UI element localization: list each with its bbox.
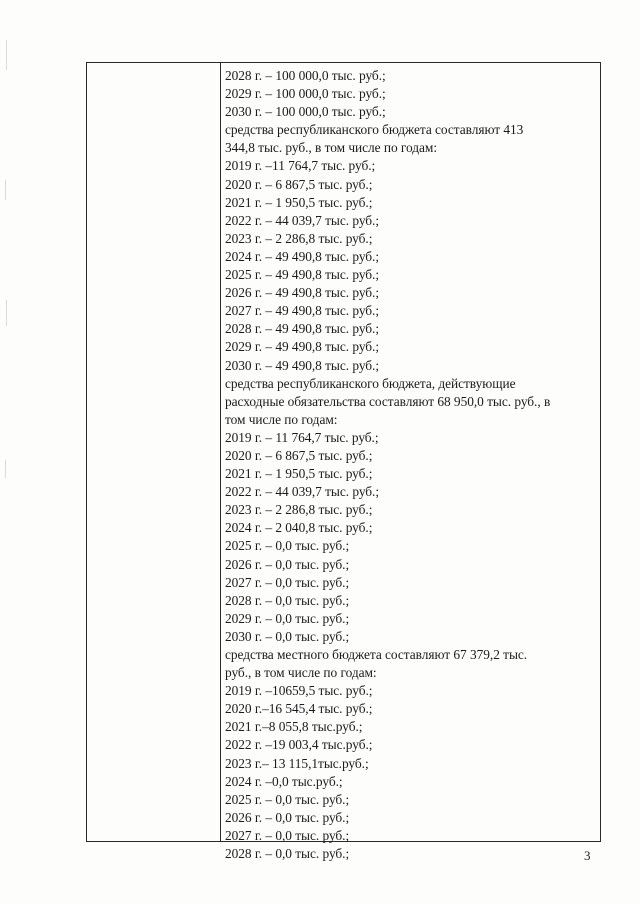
text-line: расходные обязательства составляют 68 950,0 тыс. руб., в (225, 393, 551, 409)
text-line: 2030 г. – 0,0 тыс. руб.; (225, 628, 350, 644)
scan-artifact (6, 40, 7, 70)
text-line: 2019 г. – 11 764,7 тыс. руб.; (225, 429, 379, 445)
text-line: 2028 г. – 49 490,8 тыс. руб.; (225, 321, 380, 337)
text-line: 2028 г. – 0,0 тыс. руб.; (225, 846, 350, 862)
text-line: 2022 г. –19 003,4 тыс.руб.; (225, 737, 373, 753)
text-line: 2029 г. – 49 490,8 тыс. руб.; (225, 339, 380, 355)
text-line: средства республиканского бюджета, действующие (225, 375, 516, 391)
text-line: 2021 г. – 1 950,5 тыс. руб.; (225, 194, 373, 210)
text-line: 2020 г. – 6 867,5 тыс. руб.; (225, 447, 373, 463)
text-line: 2020 г. – 6 867,5 тыс. руб.; (225, 176, 373, 192)
text-line: 2024 г. –0,0 тыс.руб.; (225, 773, 343, 789)
table-column-divider (220, 63, 221, 841)
text-line: 2024 г. – 49 490,8 тыс. руб.; (225, 248, 380, 264)
text-line: 2026 г. – 0,0 тыс. руб.; (225, 556, 350, 572)
text-line: 2028 г. – 0,0 тыс. руб.; (225, 592, 350, 608)
scan-artifact (5, 180, 6, 200)
text-line: 2023 г.– 13 115,1тыс.руб.; (225, 755, 369, 771)
page-number: 3 (584, 848, 591, 863)
text-line: 2022 г. – 44 039,7 тыс. руб.; (225, 212, 380, 228)
budget-table (86, 62, 601, 862)
text-line: 2030 г. – 49 490,8 тыс. руб.; (225, 357, 380, 373)
text-line: 2028 г. – 100 000,0 тыс. руб.; (225, 68, 386, 83)
text-line: средства местного бюджета составляют 67 379,2 тыс. (225, 647, 528, 662)
text-line: 2019 г. –10659,5 тыс. руб.; (225, 683, 373, 699)
text-line: 2019 г. –11 764,7 тыс. руб.; (225, 158, 376, 174)
text-line: 2026 г. – 0,0 тыс. руб.; (225, 809, 350, 825)
text-line: 344,8 тыс. руб., в том числе по годам: (225, 140, 438, 156)
text-line: 2029 г. – 100 000,0 тыс. руб.; (225, 86, 386, 102)
text-line: 2027 г. – 49 490,8 тыс. руб.; (225, 303, 380, 319)
text-line: 2020 г.–16 545,4 тыс. руб.; (225, 701, 373, 717)
text-line: 2026 г. – 49 490,8 тыс. руб.; (225, 285, 380, 301)
text-line: 2024 г. – 2 040,8 тыс. руб.; (225, 520, 373, 536)
text-line: 2027 г. – 0,0 тыс. руб.; (225, 574, 350, 590)
text-line: 2027 г. – 0,0 тыс. руб.; (225, 827, 350, 843)
funding-text-cell (225, 67, 595, 863)
text-line: 2025 г. – 0,0 тыс. руб.; (225, 538, 350, 554)
text-line: 2025 г. – 0,0 тыс. руб.; (225, 791, 350, 807)
scan-artifact (5, 460, 6, 478)
text-line: 2022 г. – 44 039,7 тыс. руб.; (225, 484, 380, 500)
text-line: том числе по годам: (225, 411, 338, 427)
text-line: средства республиканского бюджета составляют 413 (225, 122, 524, 138)
text-line: 2023 г. – 2 286,8 тыс. руб.; (225, 502, 373, 518)
text-line: 2023 г. – 2 286,8 тыс. руб.; (225, 230, 373, 246)
scan-artifact (6, 300, 7, 326)
text-line: руб., в том числе по годам: (225, 665, 377, 681)
text-line: 2021 г. – 1 950,5 тыс. руб.; (225, 466, 373, 482)
text-line: 2021 г.–8 055,8 тыс.руб.; (225, 719, 363, 735)
text-line: 2030 г. – 100 000,0 тыс. руб.; (225, 104, 386, 120)
text-line: 2025 г. – 49 490,8 тыс. руб.; (225, 267, 380, 283)
text-line: 2029 г. – 0,0 тыс. руб.; (225, 610, 350, 626)
